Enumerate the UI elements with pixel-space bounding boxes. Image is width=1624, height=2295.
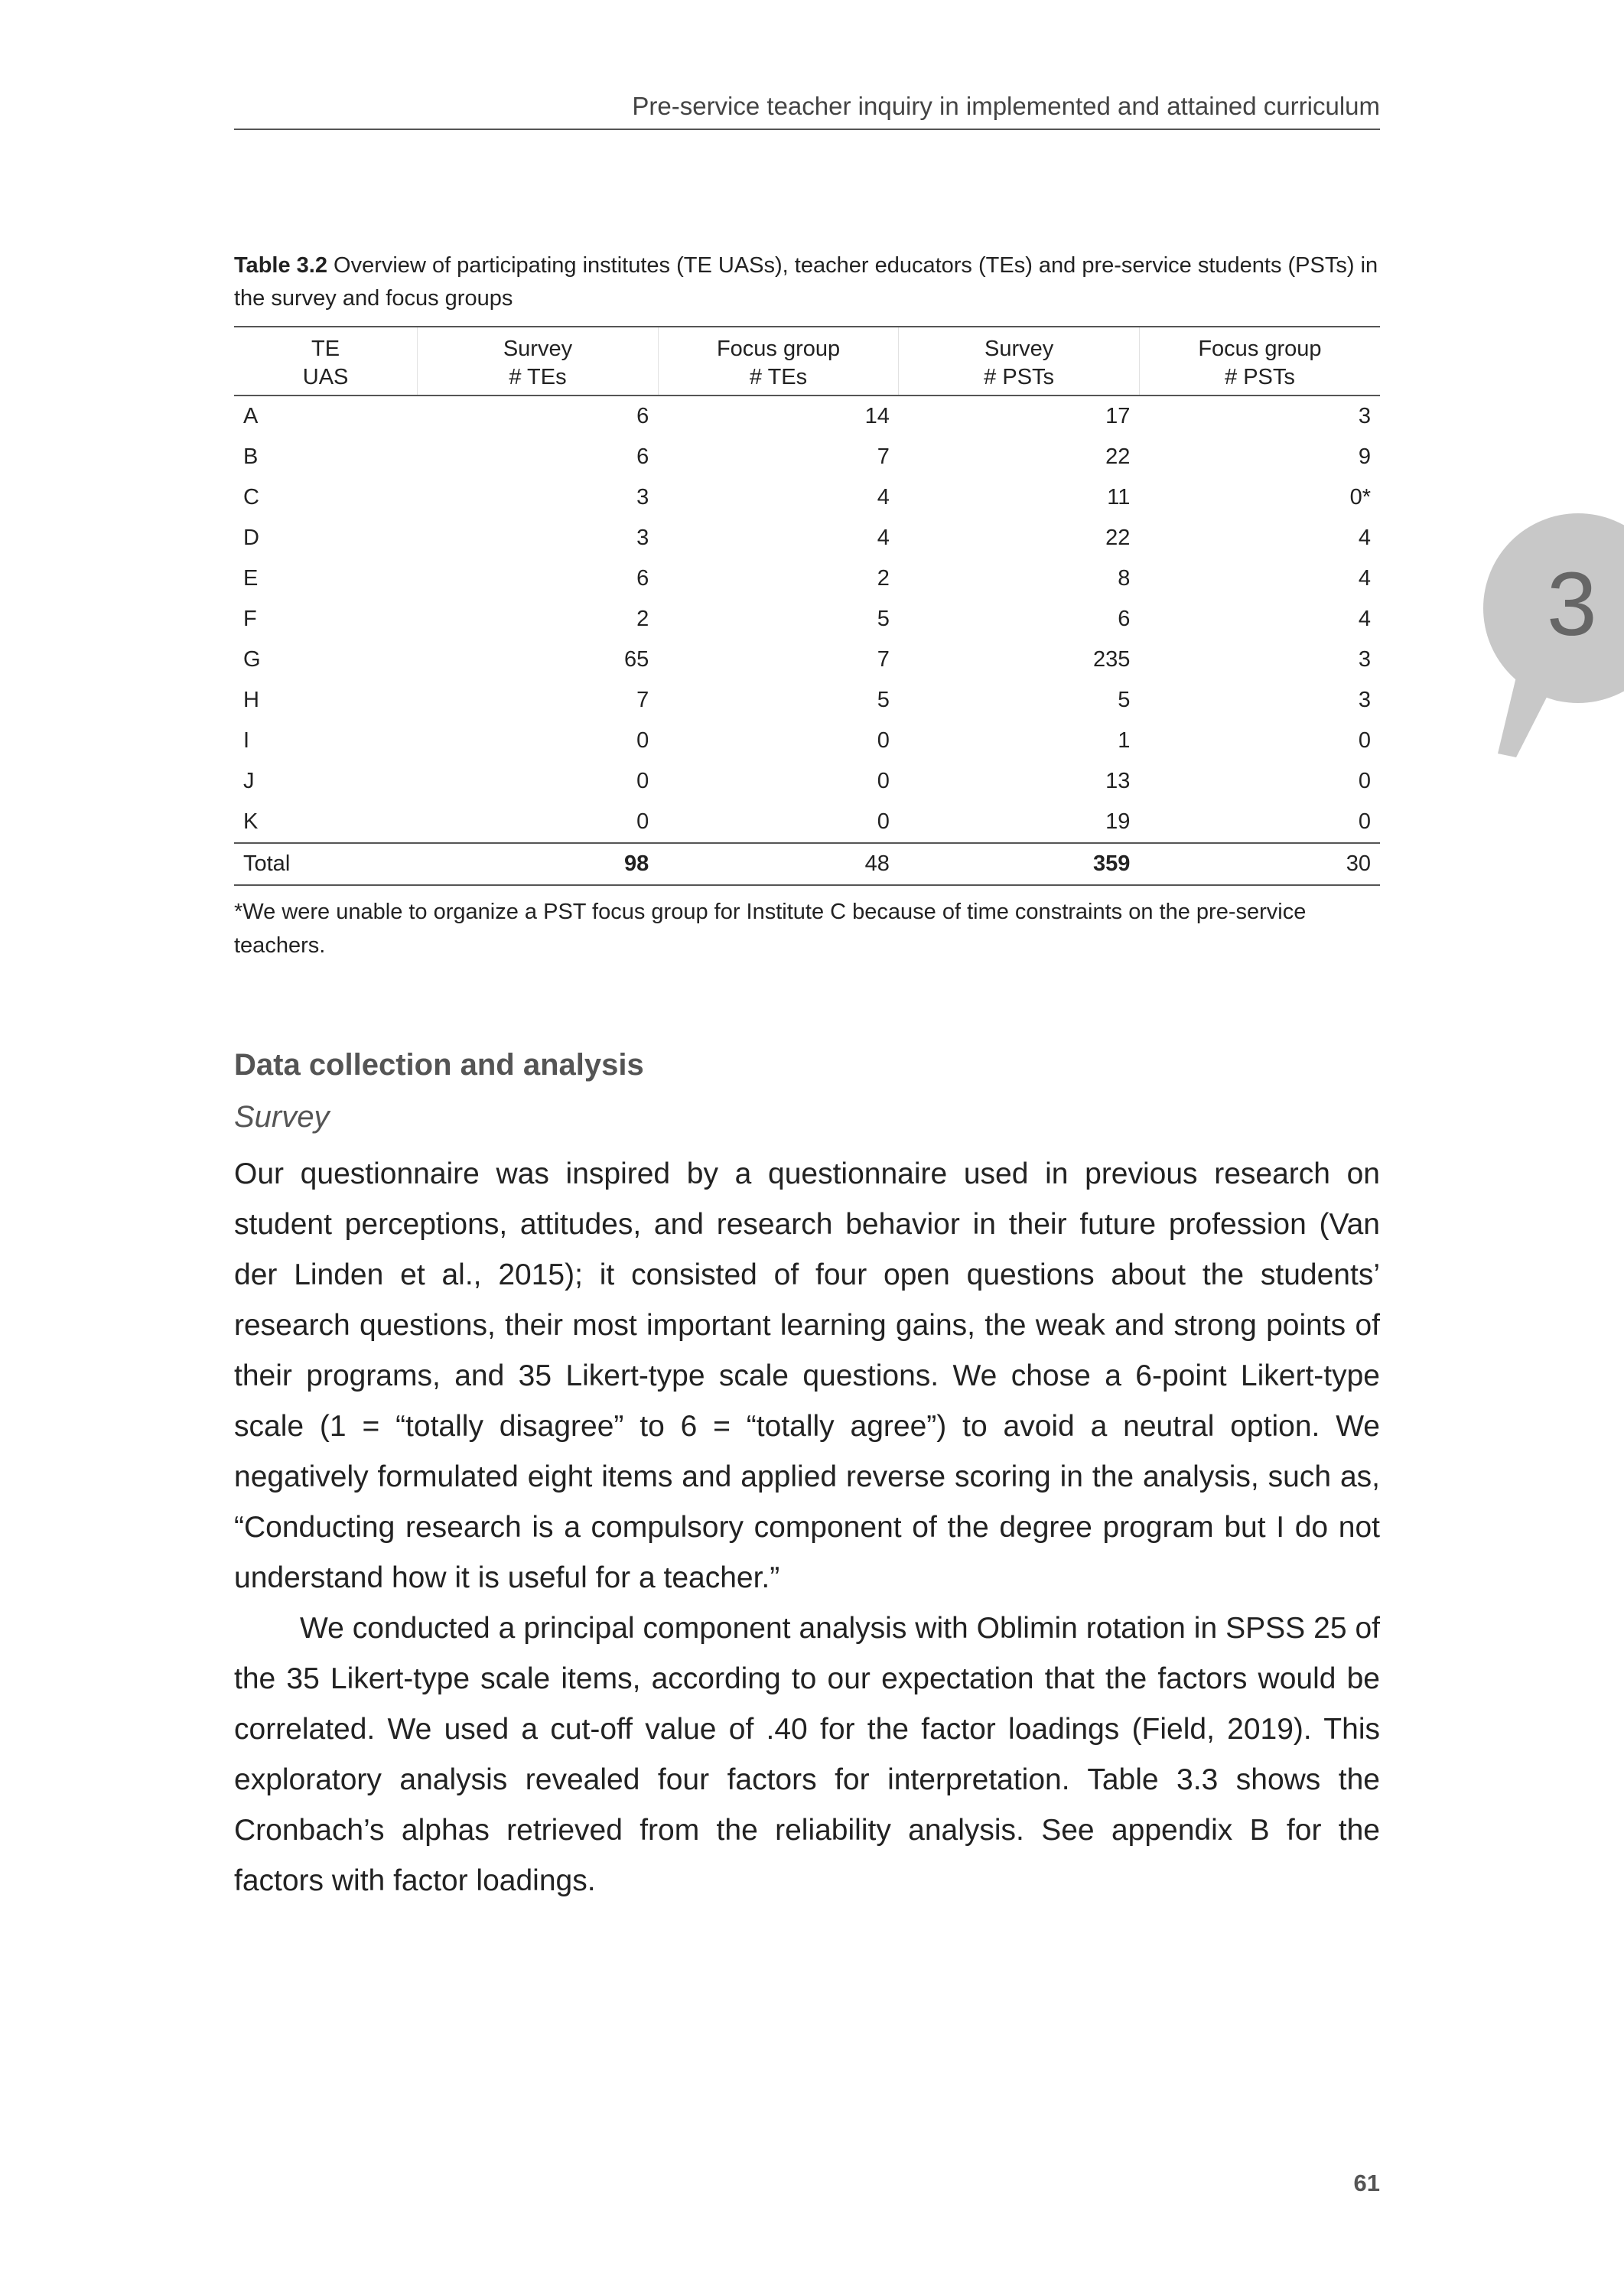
cell-survey-psts: 8 xyxy=(1118,566,1131,591)
col-header-line2: UAS xyxy=(302,365,349,389)
cell-survey-psts: 13 xyxy=(1105,769,1131,793)
cell-survey-tes: 7 xyxy=(636,688,649,712)
cell-survey-tes: 6 xyxy=(636,404,649,428)
cell-survey-psts: 17 xyxy=(1105,404,1131,428)
table-row xyxy=(234,437,1380,477)
table-row xyxy=(234,802,1380,843)
cell-focus-tes: 5 xyxy=(877,688,890,712)
table-row xyxy=(234,558,1380,599)
cell-survey-psts: 1 xyxy=(1118,728,1131,753)
cell-survey-tes: 3 xyxy=(636,526,649,550)
table-caption-label: Table 3.2 xyxy=(234,253,327,278)
table-row xyxy=(234,761,1380,802)
cell-focus-psts: 3 xyxy=(1358,404,1371,428)
cell-total-survey-psts: 359 xyxy=(899,843,1140,885)
paragraph: Our questionnaire was inspired by a questionnaire used in previous research on student perceptions, attitudes, and research behavior in their future profession (Van der Linden et al., 2015); it consisted of four open questions about the students’ research questions, their most important learning gains, the weak and strong points of their programs, and 35 Likert-type scale questions. We chose a 6-point Likert-type scale (1 = “totally disagree” to 6 = “totally agree”) to avoid a neutral option. We negatively formulated eight items and applied reverse scoring in the analysis, such as, “Conducting research is a compulsory component of the degree program but I do not understand how it is useful for a teacher.” xyxy=(234,1157,1380,1594)
cell-survey-tes: 0 xyxy=(636,728,649,753)
col-header-survey-psts xyxy=(899,327,1140,396)
cell-focus-psts: 4 xyxy=(1358,607,1371,631)
cell-focus-psts: 9 xyxy=(1358,444,1371,469)
cell-focus-psts: 0 xyxy=(1358,769,1371,793)
cell-institute: C xyxy=(243,485,259,509)
cell-focus-tes: 2 xyxy=(877,566,890,591)
cell-survey-tes: 0 xyxy=(636,769,649,793)
cell-institute: A xyxy=(243,404,259,428)
cell-focus-tes: 0 xyxy=(877,769,890,793)
cell-survey-psts: 22 xyxy=(1105,444,1131,469)
cell-focus-tes: 0 xyxy=(877,728,890,753)
cell-survey-tes: 6 xyxy=(636,566,649,591)
cell-institute: G xyxy=(243,647,261,672)
cell-survey-psts: 11 xyxy=(1107,485,1131,509)
col-header-line1: Survey xyxy=(503,337,573,361)
cell-survey-tes: 6 xyxy=(636,444,649,469)
cell-survey-psts: 22 xyxy=(1105,526,1131,550)
cell-institute: K xyxy=(243,809,259,834)
page-number: 61 xyxy=(1353,2170,1380,2196)
col-header-line1: Survey xyxy=(984,337,1054,361)
cell-institute: E xyxy=(243,566,259,591)
cell-survey-psts: 5 xyxy=(1118,688,1131,712)
col-header-line1: Focus group xyxy=(716,337,841,361)
table-row xyxy=(234,680,1380,721)
col-header-line1: TE xyxy=(311,337,340,361)
cell-survey-tes: 65 xyxy=(623,647,649,672)
cell-survey-tes: 3 xyxy=(636,485,649,509)
cell-total-label: Total xyxy=(234,843,418,885)
section-heading: Data collection and analysis xyxy=(234,1048,644,1082)
table-caption-text: Overview of participating institutes (TE UASs), teacher educators (TEs) and pre-service students (PSTs) in the survey and focus groups xyxy=(234,253,1378,311)
cell-focus-tes: 7 xyxy=(877,647,890,672)
cell-survey-tes: 2 xyxy=(636,607,649,631)
cell-focus-tes: 7 xyxy=(877,444,890,469)
table-row xyxy=(234,477,1380,518)
col-header-line2: # PSTs xyxy=(1225,365,1295,389)
cell-focus-psts: 4 xyxy=(1358,526,1371,550)
cell-focus-psts: 0* xyxy=(1349,485,1371,509)
col-header-line2: # TEs xyxy=(749,365,808,389)
running-head: Pre-service teacher inquiry in implemented and attained curriculum xyxy=(234,92,1380,130)
cell-focus-tes: 4 xyxy=(877,526,890,550)
col-header-line1: Focus group xyxy=(1198,337,1322,361)
cell-institute: I xyxy=(243,728,250,753)
cell-survey-tes: 0 xyxy=(636,809,649,834)
cell-focus-tes: 0 xyxy=(877,809,890,834)
cell-total-focus-tes: 48 xyxy=(658,843,899,885)
paragraph: We conducted a principal component analysis with Oblimin rotation in SPSS 25 of the 35 Likert-type scale items, according to our expectation that the factors would be correlated. We used a cut-off value of .40 for the factor loadings (Field, 2019). This exploratory analysis revealed four factors for interpretation. Table 3.3 shows the Cronbach’s alphas retrieved from the reliability analysis. See appendix B for the factors with factor loadings. xyxy=(234,1612,1380,1897)
table-row xyxy=(234,640,1380,680)
body-text xyxy=(234,1149,1380,1906)
cell-focus-tes: 4 xyxy=(877,485,890,509)
table-caption xyxy=(234,249,1380,315)
subheading: Survey xyxy=(234,1100,330,1134)
table-header-row xyxy=(234,327,1380,396)
cell-institute: J xyxy=(243,769,255,793)
col-header-focus-psts xyxy=(1139,327,1380,396)
col-header-te-uas xyxy=(234,327,418,396)
col-header-line2: # TEs xyxy=(509,365,567,389)
cell-focus-psts: 3 xyxy=(1358,688,1371,712)
cell-institute: D xyxy=(243,526,259,550)
cell-survey-psts: 235 xyxy=(1093,647,1131,672)
table-row xyxy=(234,599,1380,640)
cell-survey-psts: 6 xyxy=(1118,607,1131,631)
cell-institute: F xyxy=(243,607,257,631)
cell-focus-psts: 0 xyxy=(1358,809,1371,834)
col-header-focus-tes xyxy=(658,327,899,396)
cell-focus-tes: 14 xyxy=(864,404,890,428)
cell-total-survey-tes: 98 xyxy=(418,843,659,885)
cell-survey-psts: 19 xyxy=(1105,809,1131,834)
cell-focus-psts: 3 xyxy=(1358,647,1371,672)
chapter-tab-number: 3 xyxy=(1547,554,1597,655)
table-row xyxy=(234,518,1380,558)
table-footnote: *We were unable to organize a PST focus group for Institute C because of time constraints on the pre-service teachers. xyxy=(234,900,1307,958)
table-total-row xyxy=(234,843,1380,885)
col-header-survey-tes xyxy=(418,327,659,396)
institutes-table xyxy=(234,326,1380,886)
table-row xyxy=(234,396,1380,437)
chapter-tab-marker xyxy=(1469,505,1624,765)
cell-focus-psts: 0 xyxy=(1358,728,1371,753)
cell-institute: B xyxy=(243,444,259,469)
col-header-line2: # PSTs xyxy=(984,365,1055,389)
table-row xyxy=(234,721,1380,761)
cell-focus-psts: 4 xyxy=(1358,566,1371,591)
cell-total-focus-psts: 30 xyxy=(1139,843,1380,885)
cell-focus-tes: 5 xyxy=(877,607,890,631)
cell-institute: H xyxy=(243,688,259,712)
